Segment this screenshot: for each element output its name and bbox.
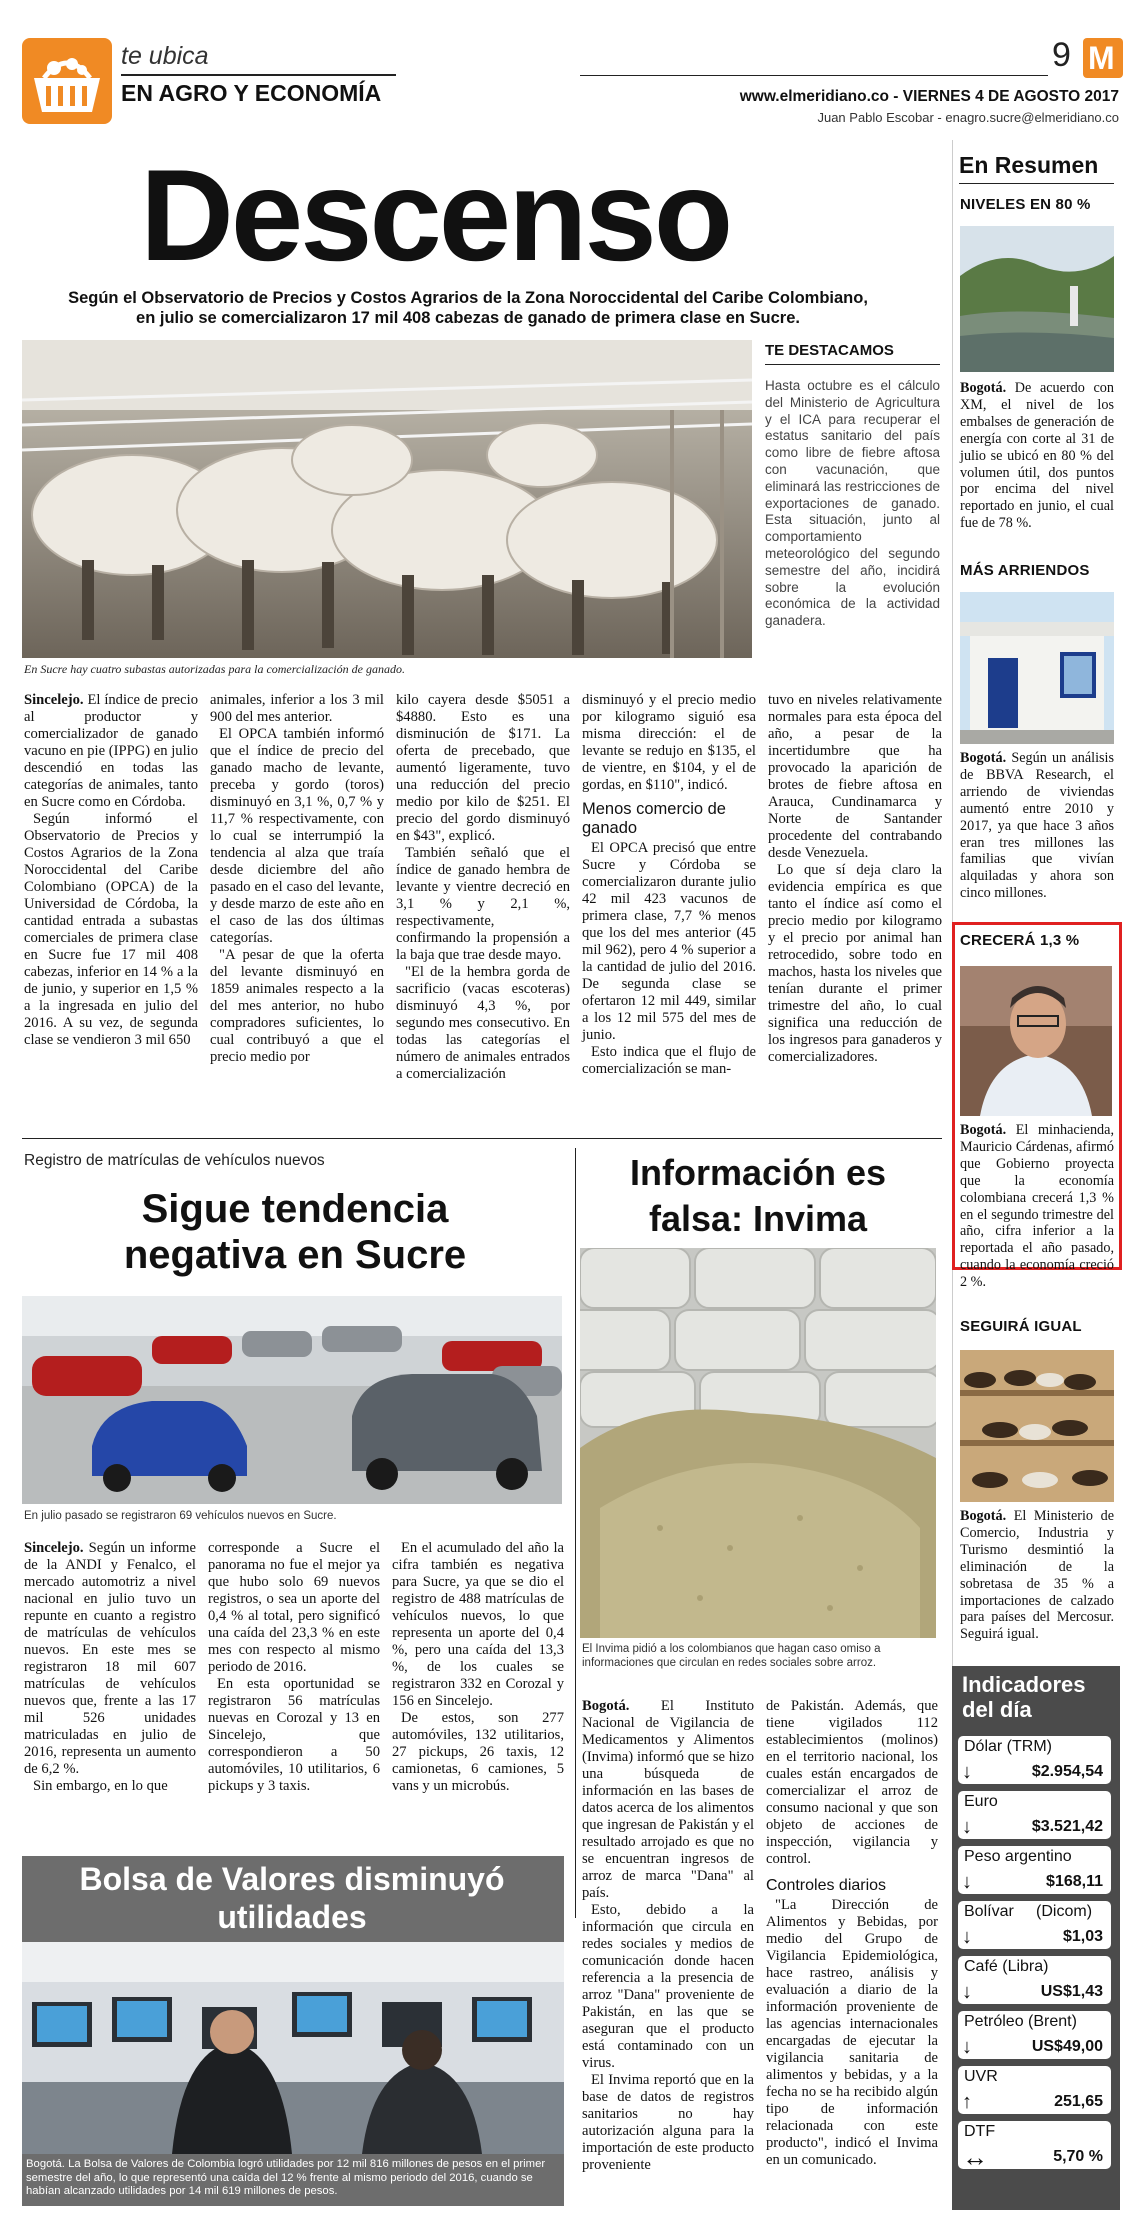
indicator-value: $3.521,42	[1031, 1818, 1103, 1835]
lead-headline: Descenso	[140, 142, 731, 288]
vehicles-column-3	[392, 1540, 564, 1795]
vehicles-paragraph: De estos, son 277 automóviles, 132 utilitarios, 27 pickups, 26 taxis, 12 camionetas, 6 camiones, 5 vans y un microbús.	[392, 1710, 564, 1794]
vehicles-column-1	[24, 1540, 196, 1795]
destacamos-rule	[765, 364, 940, 365]
lead-paragraph: "A pesar de que la oferta del levante disminuyó en 1859 animales respecto a la del mes anterior, no hubo compradores suficientes, lo cual contribuyó a que el precio medio por	[210, 947, 384, 1065]
arrow-down-icon: ↓	[962, 1926, 972, 1948]
sidebar-item-text: Bogotá. Según un análisis de BBVA Research, el arriendo de viviendas aumentó entre 2010 y 2017, ya que hace 3 años eran tres millones las familias que vivían alquiladas y ahora son cinco millones.	[960, 750, 1114, 902]
invima-paragraph: "La Dirección de Alimentos y Bebidas, por medio del Grupo de Vigilancia Epidemiológica, hace rastreo, análisis y evaluación a diario de la información proveniente de las agencias internacionales encargadas de ejecutar la vigilancia sanitaria de alimentos y bebidas, y a la fecha no se ha recibido algún tipo de información relacionada con este producto", indicó el Invima en un comunicado.	[766, 1897, 938, 2168]
shoes-photo	[960, 1350, 1114, 1502]
indicator-value: $2.954,54	[1031, 1763, 1103, 1780]
minister-photo	[960, 966, 1112, 1116]
dateline: Bogotá.	[960, 750, 1007, 766]
lead-column-5	[768, 692, 942, 1066]
lead-paragraph: El OPCA también informó que el índice de precio del ganado macho de levante, preceba y gordo (toros) disminuyó en 3,1 %, 0,7 % y 11,7 % respectivamente, con lo cual se interrumpió la tendencia al alza que traía desde diciembre del año pasado en el caso del levante, y desde marzo de este año en el caso de las dos últimas categorías.	[210, 726, 384, 946]
indicator-value: $1,03	[1062, 1928, 1103, 1945]
sidebar-item-text: Bogotá. El minhacienda, Mauricio Cárdenas, afirmó que Gobierno proyecta que la economía colombiana crecerá 1,3 % en el segundo trimestre del año, cifra inferior a la reportada el año pasado, cuando la economía creció 2 %.	[960, 1122, 1114, 1291]
lead-paragraph: kilo cayera desde $5051 a $4880. Esto es una disminución de $171. La oferta de precebado, que aumentó ligeramente, tuvo una reducción del precio medio por kilo de $251. El precio del gordo disminuyó en $43", explicó.	[396, 692, 570, 844]
indicator-name: DTF	[964, 2123, 996, 2140]
indicator-name: Dólar (TRM)	[964, 1738, 1052, 1755]
top-rule	[580, 75, 1048, 76]
house-photo	[960, 592, 1114, 744]
arrow-down-icon: ↓	[962, 1871, 972, 1893]
section-tag: te ubica	[121, 42, 209, 70]
lead-paragraph: Esto indica que el flujo de comercialización se man-	[582, 1044, 756, 1077]
arrow-up-icon: ↑	[962, 2091, 972, 2113]
indicator-value: $168,11	[1046, 1873, 1103, 1890]
section-title: EN AGRO Y ECONOMÍA	[121, 80, 382, 106]
bolsa-caption: Bogotá. La Bolsa de Valores de Colombia logró utilidades por 12 mil 816 millones de pesos en el primer semestre del año, lo que representó una caída del 12 % frente al mismo periodo del 2016, cuando se habían alcanzado utilidades por 14 mil 619 millones de pesos.	[26, 2158, 546, 2197]
lead-subheading: Menos comercio de ganado	[582, 800, 726, 837]
vehicles-kicker: Registro de matrículas de vehículos nuevos	[24, 1152, 325, 1169]
dateline: Bogotá.	[960, 380, 1007, 396]
brand-logo-icon	[1083, 38, 1123, 78]
indicator-value: 251,65	[1054, 2093, 1103, 2110]
indicator-name: Peso argentino	[964, 1848, 1072, 1865]
indicator-value: 5,70 %	[1053, 2148, 1103, 2165]
lead-paragraph: "El de la hembra gorda de sacrificio (vacas escoteras) disminuyó 4,3 %, por segundo mes consecutivo. En todas las categorías el número de animales entrados a comercialización	[396, 964, 570, 1082]
rice-photo	[580, 1248, 936, 1638]
lead-paragraph: disminuyó y el precio medio por kilogramo siguió esa misma dirección: el de levante se redujo en $135, el de vientre, en $104, y el de gordas, en $110", indicó.	[582, 692, 756, 793]
lead-column-1	[24, 692, 198, 1049]
lead-paragraph: animales, inferior a los 3 mil 900 del mes anterior.	[210, 692, 384, 725]
arrow-down-icon: ↓	[962, 1761, 972, 1783]
dateline: Sincelejo.	[24, 1540, 84, 1556]
invima-paragraph: Bogotá. El Instituto Nacional de Vigilancia de Medicamentos y Alimentos (Invima) informó que se hizo una búsqueda de información en las bases de datos acerca de los alimentos que ingresan de Pakistán y el resultado arrojado es que no se encuentran ingresos de arroz de marca "Dana" al país.	[582, 1698, 754, 1901]
sidebar-title: En Resumen	[959, 152, 1099, 178]
indicator-value: US$49,00	[1031, 2038, 1103, 2055]
lead-paragraph: Sincelejo. El índice de precio al productor y comercializador de ganado vacuno en pie (IPPG) en julio descendió en todas las categorías de animales, tanto en Sucre como en Córdoba.	[24, 692, 198, 810]
indicators-title: Indicadores del día	[962, 1672, 1086, 1722]
car-showroom-photo	[22, 1296, 562, 1504]
stock-exchange-photo	[22, 1942, 564, 2154]
arrow-down-icon: ↓	[962, 1816, 972, 1838]
bolsa-box	[22, 1856, 564, 2206]
invima-column-2	[766, 1698, 938, 2169]
sidebar-item-title: MÁS ARRIENDOS	[960, 562, 1090, 579]
indicator-name: Café (Libra)	[964, 1958, 1049, 1975]
invima-paragraph: de Pakistán. Además, que tiene vigilados 112 establecimientos (molinos) en el territorio nacional, los cuales están encargados de comercializar el arroz de consumo nacional y que son objeto de acciones de inspección, vigilancia y control.	[766, 1698, 938, 1867]
arrow-both-icon: ↔	[962, 2142, 988, 2172]
invima-paragraph: Esto, debido a la información que circula en redes sociales y medios de comunicación donde hacen referencia a la presencia de arroz "Dana" proveniente de Pakistán, en las que se aseguran que el producto está contaminado con un virus.	[582, 1902, 754, 2071]
cattle-caption: En Sucre hay cuatro subastas autorizadas para la comercialización de ganado.	[24, 662, 405, 676]
indicator-item	[958, 2121, 1111, 2172]
destacamos-title: TE DESTACAMOS	[765, 342, 894, 359]
invima-column-1	[582, 1698, 754, 2174]
dateline: Bogotá.	[960, 1508, 1007, 1524]
sidebar-item-text: Bogotá. El Ministerio de Comercio, Industria y Turismo desmintió la eliminación de la sobretasa de 35 % a importaciones de calzado para países del Mercosur. Seguirá igual.	[960, 1508, 1114, 1643]
vehicles-paragraph: Sincelejo. Según un informe de la ANDI y Fenalco, el mercado automotriz a nivel nacional en julio tuvo un repunte en cuanto a registro de matrículas de vehículos nuevos. En este mes se registraron 18 mil 607 matrículas de vehículos nuevos que, frente a las 17 mil 526 unidades matriculadas en julio de 2016, representa un aumento de 6,2 %.	[24, 1540, 196, 1777]
vehicles-headline: Sigue tendencia negativa en Sucre	[123, 1187, 467, 1277]
sidebar-item-title: NIVELES EN 80 %	[960, 196, 1091, 213]
indicator-item	[958, 2011, 1111, 2059]
lead-paragraph: También señaló que el índice de ganado hembra de levante y vientre decreció en 3,1 % y 2,1 %, respectivamente, confirmando la propensión a la baja que trae desde mayo.	[396, 845, 570, 963]
sidebar-item-title: SEGUIRÁ IGUAL	[960, 1318, 1082, 1335]
lead-column-3	[396, 692, 570, 1083]
invima-paragraph: El Invima reportó que en la base de datos de registros sanitarios no hay autorización alguna para la importación de este producto proveniente	[582, 2072, 754, 2173]
section-logo-icon	[22, 38, 112, 124]
lead-column-2	[210, 692, 384, 1066]
site-date: www.elmeridiano.co - VIERNES 4 DE AGOSTO 2017	[739, 88, 1119, 105]
dateline: Bogotá.	[582, 1698, 630, 1714]
invima-caption: El Invima pidió a los colombianos que hagan caso omiso a informaciones que circulan en redes sociales sobre arroz.	[582, 1643, 881, 1669]
header-divider	[121, 74, 396, 76]
indicator-item	[958, 1846, 1111, 1894]
indicator-item	[958, 2066, 1111, 2114]
indicator-name: Euro	[964, 1793, 998, 1810]
bolsa-headline: Bolsa de Valores disminuyó utilidades	[79, 1861, 505, 1935]
cattle-photo	[22, 340, 752, 658]
lead-subhead: Según el Observatorio de Precios y Costos Agrarios de la Zona Noroccidental del Caribe Colombiano, en julio se comercializaron 17 mil 408 cabezas de ganado de primera clase en Sucre.	[68, 289, 868, 327]
lead-bottom-rule	[22, 1138, 942, 1139]
dateline: Sincelejo.	[24, 692, 84, 708]
sidebar-title-rule	[959, 183, 1114, 184]
lead-paragraph: El OPCA precisó que entre Sucre y Córdoba se comercializaron durante julio 42 mil 423 vacunos de primera clase, 7,7 % menos que los del mes anterior (45 mil 962), pero 4 % superior a la cantidad de julio del 2016. De segunda clase se ofertaron 12 mil 449, similar a los 12 mil 575 del mes de junio.	[582, 840, 756, 1043]
vehicles-paragraph: En el acumulado del año la cifra también es negativa para Sucre, ya que se dio el registro de 488 matrículas de vehículos nuevos, lo que representa un aporte del 0,4 %, pero una caída del 13,3 %, de los cuales se registraron 332 en Corozal y 156 en Sincelejo.	[392, 1540, 564, 1709]
reservoir-photo	[960, 226, 1114, 372]
indicator-name: Bolívar (Dicom)	[964, 1903, 1093, 1920]
indicator-name: UVR	[964, 2068, 998, 2085]
vehicles-paragraph: Sin embargo, en lo que	[33, 1778, 168, 1794]
destacamos-text: Hasta octubre es el cálculo del Ministerio de Agricultura y el ICA para recuperar el estatus sanitario del país como libre de fiebre aftosa con vacunación, que eliminará las restricciones de exportaciones de ganado. Esta situación, junto al comportamiento meteorológico del segundo semestre del año, incidirá sobre la evolución económica de la actividad ganadera.	[765, 378, 940, 629]
vehicles-column-2	[208, 1540, 380, 1795]
arrow-down-icon: ↓	[962, 2036, 972, 2058]
brand-letter: M	[1088, 40, 1115, 76]
vehicles-caption: En julio pasado se registraron 69 vehículos nuevos en Sucre.	[24, 1510, 337, 1522]
lead-paragraph: tuvo en niveles relativamente normales para esta época del año, a pesar de la incertidumbre que ha provocado la aparición de brotes de fiebre aftosa en Arauca, Cundinamarca y Norte de Santander procedente del contrabando desde Venezuela.	[768, 692, 942, 861]
indicator-item	[958, 1791, 1111, 1839]
lead-paragraph: Según informó el Observatorio de Precios y Costos Agrarios de la Zona Noroccidental del Caribe Colombiano (OPCA) de la Universidad de Córdoba, la cantidad entrada a subastas comerciales de primera clase en Sucre fue 17 mil 408 cabezas, inferior en 14 % a la de junio, y superior en 1,5 % a la ingresada en julio del 2016. A su vez, de segunda clase se vendieron 3 mil 650	[24, 811, 198, 1048]
indicator-item	[958, 1901, 1111, 1949]
sidebar-item-text: Bogotá. De acuerdo con XM, el nivel de los embalses de generación de energía con corte al 31 de julio se ubicó en 80 % del volumen útil, dos puntos por encima del nivel reportado en junio, el cual fue de 78 %.	[960, 380, 1114, 532]
page-number: 9	[1052, 36, 1071, 74]
lead-paragraph: Lo que sí deja claro la evidencia empírica es que tanto el índice así como el precio medio por kilogramo y el precio por animal han retrocedido, sobre todo en machos, hasta los niveles que tenían durante el primer trimestre del año, lo cual significa una reducción de los ingresos para ganaderos y comercializadores.	[768, 862, 942, 1065]
lead-column-4	[582, 692, 756, 1078]
vertical-divider	[575, 1148, 576, 1918]
byline: Juan Pablo Escobar - enagro.sucre@elmeridiano.co	[817, 110, 1119, 125]
indicator-name: Petróleo (Brent)	[964, 2013, 1077, 2030]
indicator-value: US$1,43	[1040, 1983, 1103, 2000]
indicator-item	[958, 1736, 1111, 1784]
vehicles-paragraph: corresponde a Sucre el panorama no fue el mejor ya que hubo solo 69 nuevos registros, o sea un aporte del 0,4 % al total, pero significó una caída del 23,3 % en este mes con respecto al mismo periodo de 2016.	[208, 1540, 380, 1675]
sidebar-item-title: CRECERÁ 1,3 %	[960, 932, 1080, 949]
arrow-down-icon: ↓	[962, 1981, 972, 2003]
invima-headline: Información es falsa: Invima	[629, 1152, 887, 1239]
vehicles-paragraph: En esta oportunidad se registraron 56 matrículas nuevas en Corozal y 13 en Sincelejo, que correspondieron a 50 automóviles, 10 utilitarios, 6 pickups y 3 taxis.	[208, 1676, 380, 1794]
dateline: Bogotá.	[960, 1122, 1007, 1138]
indicator-item	[958, 1956, 1111, 2004]
invima-subheading: Controles diarios	[766, 1877, 887, 1894]
